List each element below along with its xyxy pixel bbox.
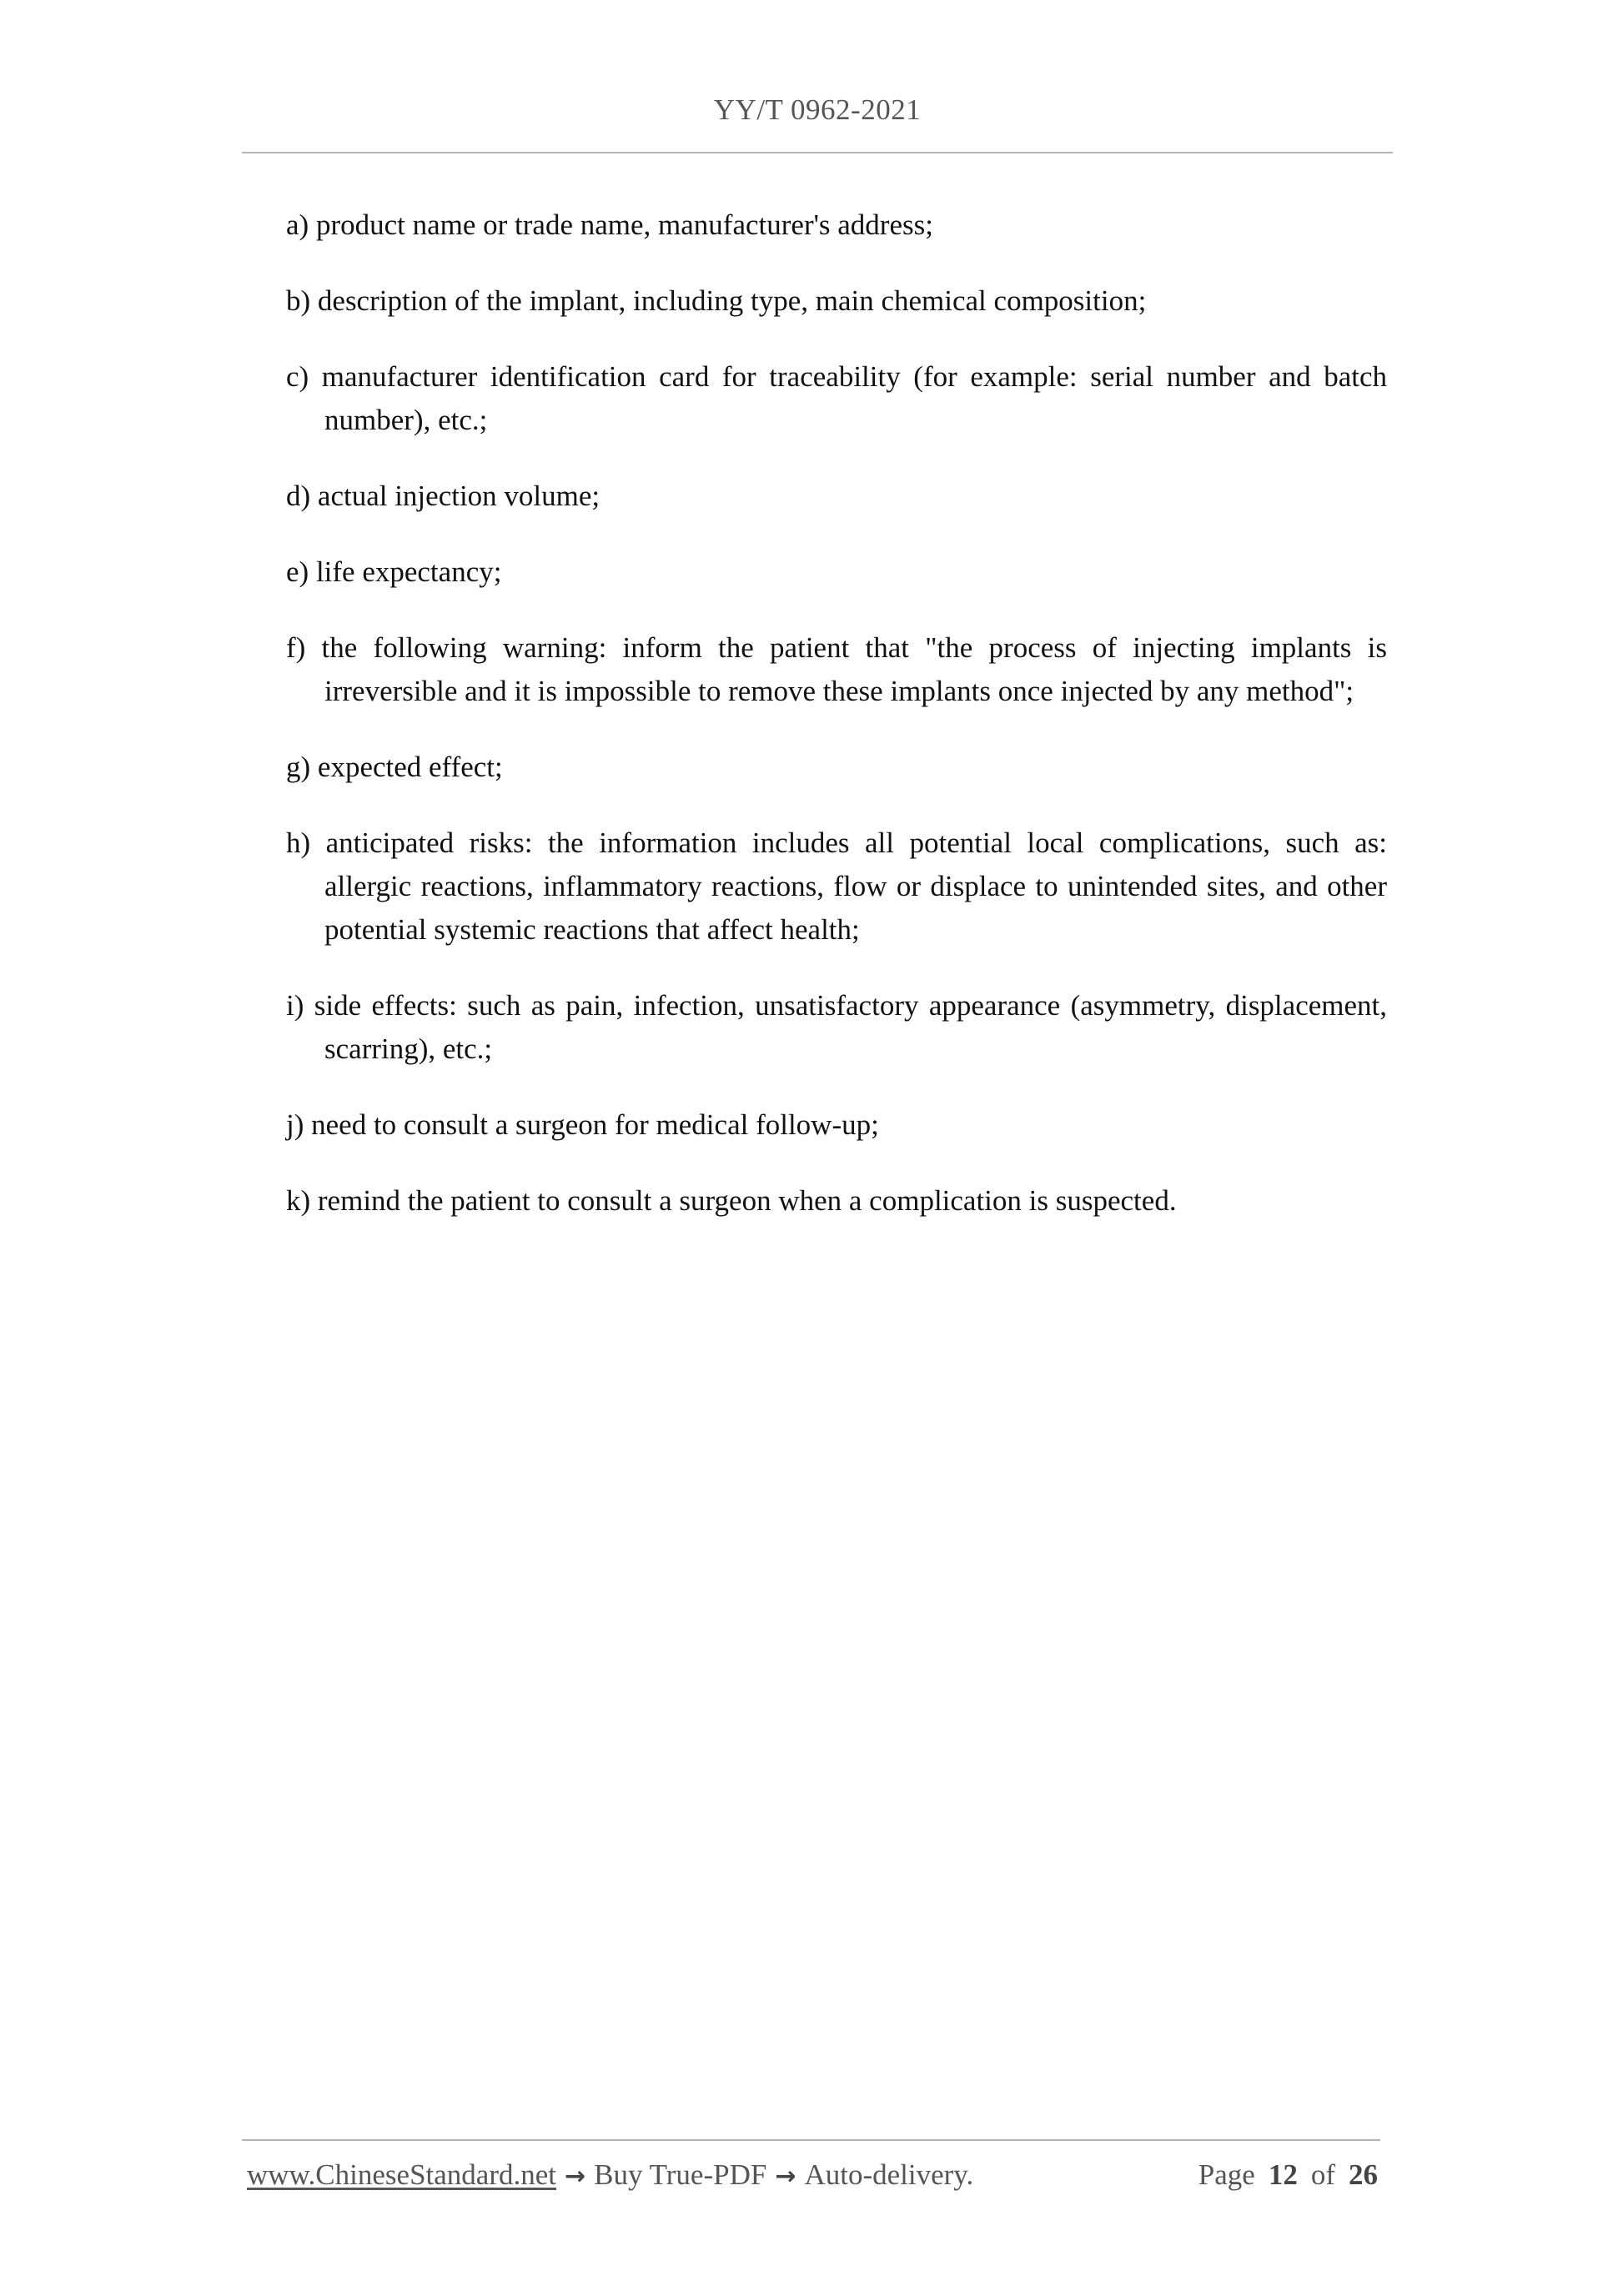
list-item: d) actual injection volume; [286,480,600,512]
list-item: k) remind the patient to consult a surgeon when a complication is suspected. [286,1184,1177,1217]
auto-delivery-text: Auto-delivery. [804,2158,974,2191]
requirements-list [286,203,1387,1255]
list-item: e) life expectancy; [286,555,502,588]
current-page-number: 12 [1268,2158,1298,2191]
page-counter [1198,2158,1381,2192]
list-item: i) side effects: such as pain, infection, unsatisfactory appearance (asymmetry, displacement, scarring), etc.; [286,989,1387,1065]
list-item: b) description of the implant, including type, main chemical composition; [286,284,1147,317]
list-item: j) need to consult a surgeon for medical follow-up; [286,1108,879,1141]
list-item: a) product name or trade name, manufacturer's address; [286,208,933,241]
arrow-right-icon: → [565,2162,586,2191]
footer-promo [247,2158,973,2192]
page-footer [247,2158,1381,2192]
list-item: g) expected effect; [286,751,503,783]
list-item: f) the following warning: inform the patient that "the process of injecting implants is irreversible and it is impossible to remove these implants once injected by any method"; [286,631,1387,707]
buy-true-pdf-text: Buy True-PDF [594,2158,767,2191]
page-header-standard-code: YY/T 0962-2021 [713,93,922,126]
page-label: Page [1198,2158,1255,2191]
list-item: h) anticipated risks: the information includes all potential local complications, such as: allergic reactions, inflammatory reactions, flow or displace to unintended sites, and other potential systemic reactions that affect health; [286,826,1387,946]
header-divider [242,152,1393,153]
website-link[interactable]: www.ChineseStandard.net [247,2158,556,2191]
footer-divider [242,2139,1380,2141]
list-item: c) manufacturer identification card for traceability (for example: serial number and batch number), etc.; [286,360,1387,436]
total-pages-number: 26 [1349,2158,1378,2191]
arrow-right-icon: → [775,2162,796,2191]
of-label: of [1310,2158,1335,2191]
